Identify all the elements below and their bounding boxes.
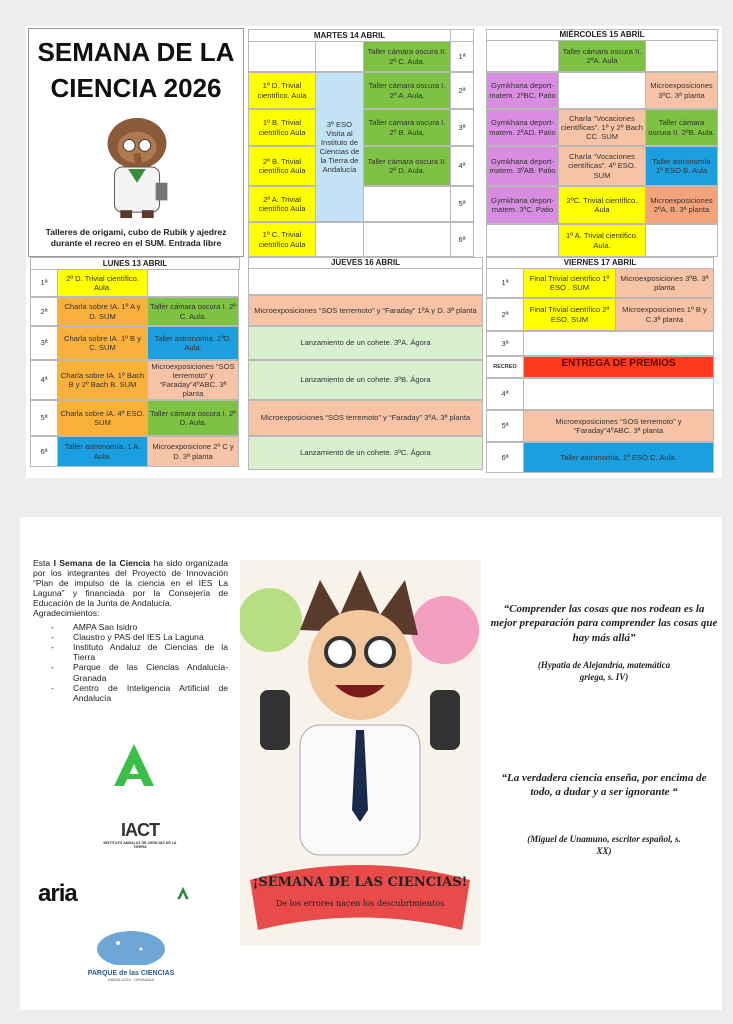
schedule-cell: Charla sobre IA. 1º A y D. SUM bbox=[57, 297, 148, 326]
schedule-cell: Lanzamiento de un cohete. 3ºC. Ágora bbox=[248, 436, 483, 470]
period-label: 5ª bbox=[486, 410, 524, 442]
period-label: 4ª bbox=[30, 360, 58, 400]
schedule-cell: Final Trivial científico 2º ESO. SUM bbox=[523, 298, 616, 331]
parque-globe-icon bbox=[96, 925, 166, 965]
period-label: 1ª bbox=[450, 41, 474, 72]
schedule-cell: 1º A. Trivial científico. Aula. bbox=[558, 224, 646, 257]
thanks-heading: Agradecimientos: bbox=[33, 608, 100, 619]
schedule-cell bbox=[645, 224, 718, 257]
day-header-miercoles: MIÉRCOLES 15 ABRIL bbox=[486, 29, 718, 41]
schedule-cell bbox=[315, 41, 364, 72]
junta-andalucia-logo bbox=[110, 742, 158, 788]
schedule-cell: Microexposiciones 1º B y C.3ª planta bbox=[615, 298, 714, 331]
day-header-lunes: LUNES 13 ABRIL bbox=[30, 257, 240, 270]
schedule-cell: Taller cámara oscura II. 2º D. Aula. bbox=[363, 146, 451, 186]
schedule-cell bbox=[486, 224, 559, 257]
period-label: 1ª bbox=[486, 268, 524, 298]
schedule-cell: 2º A. Trivial científico Aula bbox=[248, 186, 316, 222]
schedule-cell: 1º D. Trivial científico. Aula bbox=[248, 72, 316, 109]
schedule-cell bbox=[147, 269, 239, 297]
parque-ciencias-logo: PARQUE de las CIENCIAS ANDALUCÍA · GRANADA bbox=[86, 925, 176, 982]
awards-banner: ENTREGA DE PREMIOS bbox=[523, 356, 714, 378]
junta-andalucia-small-logo bbox=[176, 885, 190, 901]
subtitle: Talleres de origami, cubo de Rubik y ajedrez durante el recreo en el SUM. Entrada libre bbox=[45, 227, 227, 248]
list-item: - Claustro y PAS del IES La Laguna bbox=[73, 632, 228, 642]
schedule-cell: Taller cámara oscura II. 2ºB. Aula. bbox=[645, 109, 718, 146]
schedule-cell: Taller cámara oscura II. 2º C. Aula. bbox=[363, 41, 451, 72]
list-item: - AMPA San Isidro bbox=[73, 622, 228, 632]
schedule-cell: Microexposiciones 2ºA, B. 3ª planta bbox=[645, 186, 718, 224]
quote-2-text: “La verdadera ciencia enseña, por encima de todo, a dudar y a ser ignorante “ bbox=[501, 772, 707, 799]
schedule-cell: Gymkhana deport-matem. 2ºBC. Patio bbox=[486, 72, 559, 109]
schedule-cell: Taller cámara oscura I. 2º B. Aula. bbox=[363, 109, 451, 146]
schedule-cell: Taller cámara oscura I. 2º C. Aula. bbox=[147, 297, 239, 326]
period-label: 1ª bbox=[30, 269, 58, 297]
period-label: 3ª bbox=[486, 331, 524, 356]
day-header-viernes: VIERNES 17 ABRIL bbox=[486, 257, 714, 269]
schedule-cell: Lanzamiento de un cohete. 3ºB. Ágora bbox=[248, 360, 483, 400]
period-label: RECREO bbox=[486, 356, 524, 378]
schedule-cell: 2º D. Trivial científico. Aula. bbox=[57, 269, 148, 297]
schedule-cell bbox=[645, 40, 718, 72]
schedule-cell: Microexposiciones “SOS terremoto” y “Faraday”4ºABC. 3ª planta bbox=[523, 410, 714, 442]
schedule-cell: Taller astronomía. 1ºD. Aula. bbox=[147, 326, 239, 360]
schedule-cell bbox=[486, 40, 559, 72]
schedule-cell: Gymkhana deport-matem. 3ºC. Patio bbox=[486, 186, 559, 224]
period-label: 2ª bbox=[30, 297, 58, 326]
list-item: - Centro de Inteligencia Artificial de Andalucía bbox=[73, 683, 228, 703]
schedule-cell: Taller cámara oscura I. 2º D. Aula. bbox=[147, 400, 239, 436]
quote-1-author: (Hypatia de Alejandría, matemática griega, s. IV) bbox=[537, 660, 671, 682]
schedule-cell: 1º C. Trivial científico Aula bbox=[248, 222, 316, 257]
schedule-cell: Gymkhana deport-matem. 3ºAB. Patio bbox=[486, 146, 559, 186]
schedule-cell: Charla sobre IA. 1º B y C. SUM bbox=[57, 326, 148, 360]
schedule-cell: Taller astronomía 1º ESO B. Aula bbox=[645, 146, 718, 186]
period-label: 2ª bbox=[486, 298, 524, 331]
period-label: 4ª bbox=[450, 146, 474, 186]
period-label: 2ª bbox=[450, 72, 474, 109]
period-label: 5ª bbox=[30, 400, 58, 436]
day-header-martes: MARTES 14 ABRIL bbox=[248, 29, 451, 42]
schedule-cell: 3º ESO Visita al Instituto de Ciencias de la Tierra de Andalucía bbox=[315, 72, 364, 222]
schedule-cell: Microexposiciones “SOS terremoto” y “Faraday”4ºABC. 3ª planta bbox=[147, 360, 239, 400]
schedule-cell bbox=[315, 222, 364, 257]
schedule-cell: Microexposiciones 3ºC. 3ª planta bbox=[645, 72, 718, 109]
schedule-cell: 2ºC. Trivial científico. Aula bbox=[558, 186, 646, 224]
iact-logo: IACT INSTITUTO ANDALUZ DE CIENCIAS DE LA TIERRA bbox=[103, 820, 177, 849]
schedule-cell bbox=[523, 378, 714, 410]
page-title: SEMANA DE LA CIENCIA 2026 bbox=[37, 37, 235, 103]
period-label: 4ª bbox=[486, 378, 524, 410]
period-label: 6ª bbox=[450, 222, 474, 257]
intro-text: Esta I Semana de la Ciencia ha sido organizada por los integrantes del Proyecto de Innovación “Plan de impulso de la ciencia en el IES La Laguna” y financiada por la Consejería de Educación de la Junta de Andalucía. Agradecimientos: - AMPA San Isidro - Claustro y PAS del IES La Laguna - Instituto Andaluz de Ciencias de la Tierra - Parque de las Ciencias Andalucía-Granada - Centro de Inteligencia Artificial de Andalucía bbox=[33, 558, 228, 703]
schedule-cell: Taller cámara oscura I. 2º A. Aula. bbox=[363, 72, 451, 109]
schedule-cell: Taller astronomía. 1º ESO C. Aula. bbox=[523, 442, 714, 473]
schedule-cell: Microexposicione 2º C y D. 3ª planta bbox=[147, 436, 239, 467]
aria-logo: aria bbox=[38, 880, 77, 907]
schedule-cell bbox=[248, 41, 316, 72]
schedule-cell: Gymkhana deport-matem. 2ºAD. Patio bbox=[486, 109, 559, 146]
period-label: 6ª bbox=[30, 436, 58, 467]
schedule-cell: Microexposiciones 3ºB. 3ª planta bbox=[615, 268, 714, 298]
drawing-banner-text: ¡SEMANA DE LAS CIENCIAS! bbox=[252, 875, 468, 890]
schedule-cell: Charla “Vocaciones científicas”. 1º y 2º Bach CC. SUM bbox=[558, 109, 646, 146]
list-item: - Parque de las Ciencias Andalucía-Granada bbox=[73, 662, 228, 682]
period-label: 3ª bbox=[30, 326, 58, 360]
schedule-cell: Charla sobre IA. 1º Bach B y 2º Bach B. SUM bbox=[57, 360, 148, 400]
thanks-list bbox=[33, 622, 228, 702]
quote-2-author: (Miguel de Unamuno, escritor español, s. XX) bbox=[527, 834, 681, 856]
period-label: 6ª bbox=[486, 442, 524, 473]
schedule-cell bbox=[523, 331, 714, 356]
schedule-cell: Taller cámara oscura II. 2ºA. Aula bbox=[558, 40, 646, 72]
schedule-cell: Charla “Vocaciones científicas”. 4º ESO. SUM bbox=[558, 146, 646, 186]
quote-1-text: “Comprender las cosas que nos rodean es la mejor preparación para comprender las cosas que hay más allá” bbox=[490, 603, 718, 644]
schedule-cell: Lanzamiento de un cohete. 3ºA. Ágora bbox=[248, 326, 483, 360]
list-item: - Instituto Andaluz de Ciencias de la Tierra bbox=[73, 642, 228, 662]
schedule-cell: Microexposiciones “SOS terremoto” y “Faraday” 3ºA. 3ª planta bbox=[248, 400, 483, 436]
schedule-cell: Microexposiciones “SOS terremoto” y “Faraday” 1ºA y D. 3ª planta bbox=[248, 295, 483, 326]
period-label: 5ª bbox=[450, 186, 474, 222]
day-header-jueves: JUEVES 16 ABRIL bbox=[248, 257, 483, 269]
schedule-cell: Taller astronomía. 1 A. Aula. bbox=[57, 436, 148, 467]
schedule-cell: 2º B. Trivial científico Aula bbox=[248, 146, 316, 186]
mammoth-mascot-illustration bbox=[92, 114, 182, 220]
schedule-cell: 1º B. Trivial científico Aula bbox=[248, 109, 316, 146]
schedule-cell bbox=[558, 72, 646, 109]
schedule-cell bbox=[363, 222, 451, 257]
period-label: 3ª bbox=[450, 109, 474, 146]
drawing-motto-text: De los errores nacen los descubrimientos bbox=[275, 899, 445, 908]
scientist-drawing bbox=[240, 560, 481, 946]
schedule-cell: Charla sobre IA. 4º ESO. SUM bbox=[57, 400, 148, 436]
schedule-cell bbox=[363, 186, 451, 222]
schedule-cell: Final Trivial científico 1º ESO . SUM bbox=[523, 268, 616, 298]
schedule-cell bbox=[248, 268, 483, 295]
